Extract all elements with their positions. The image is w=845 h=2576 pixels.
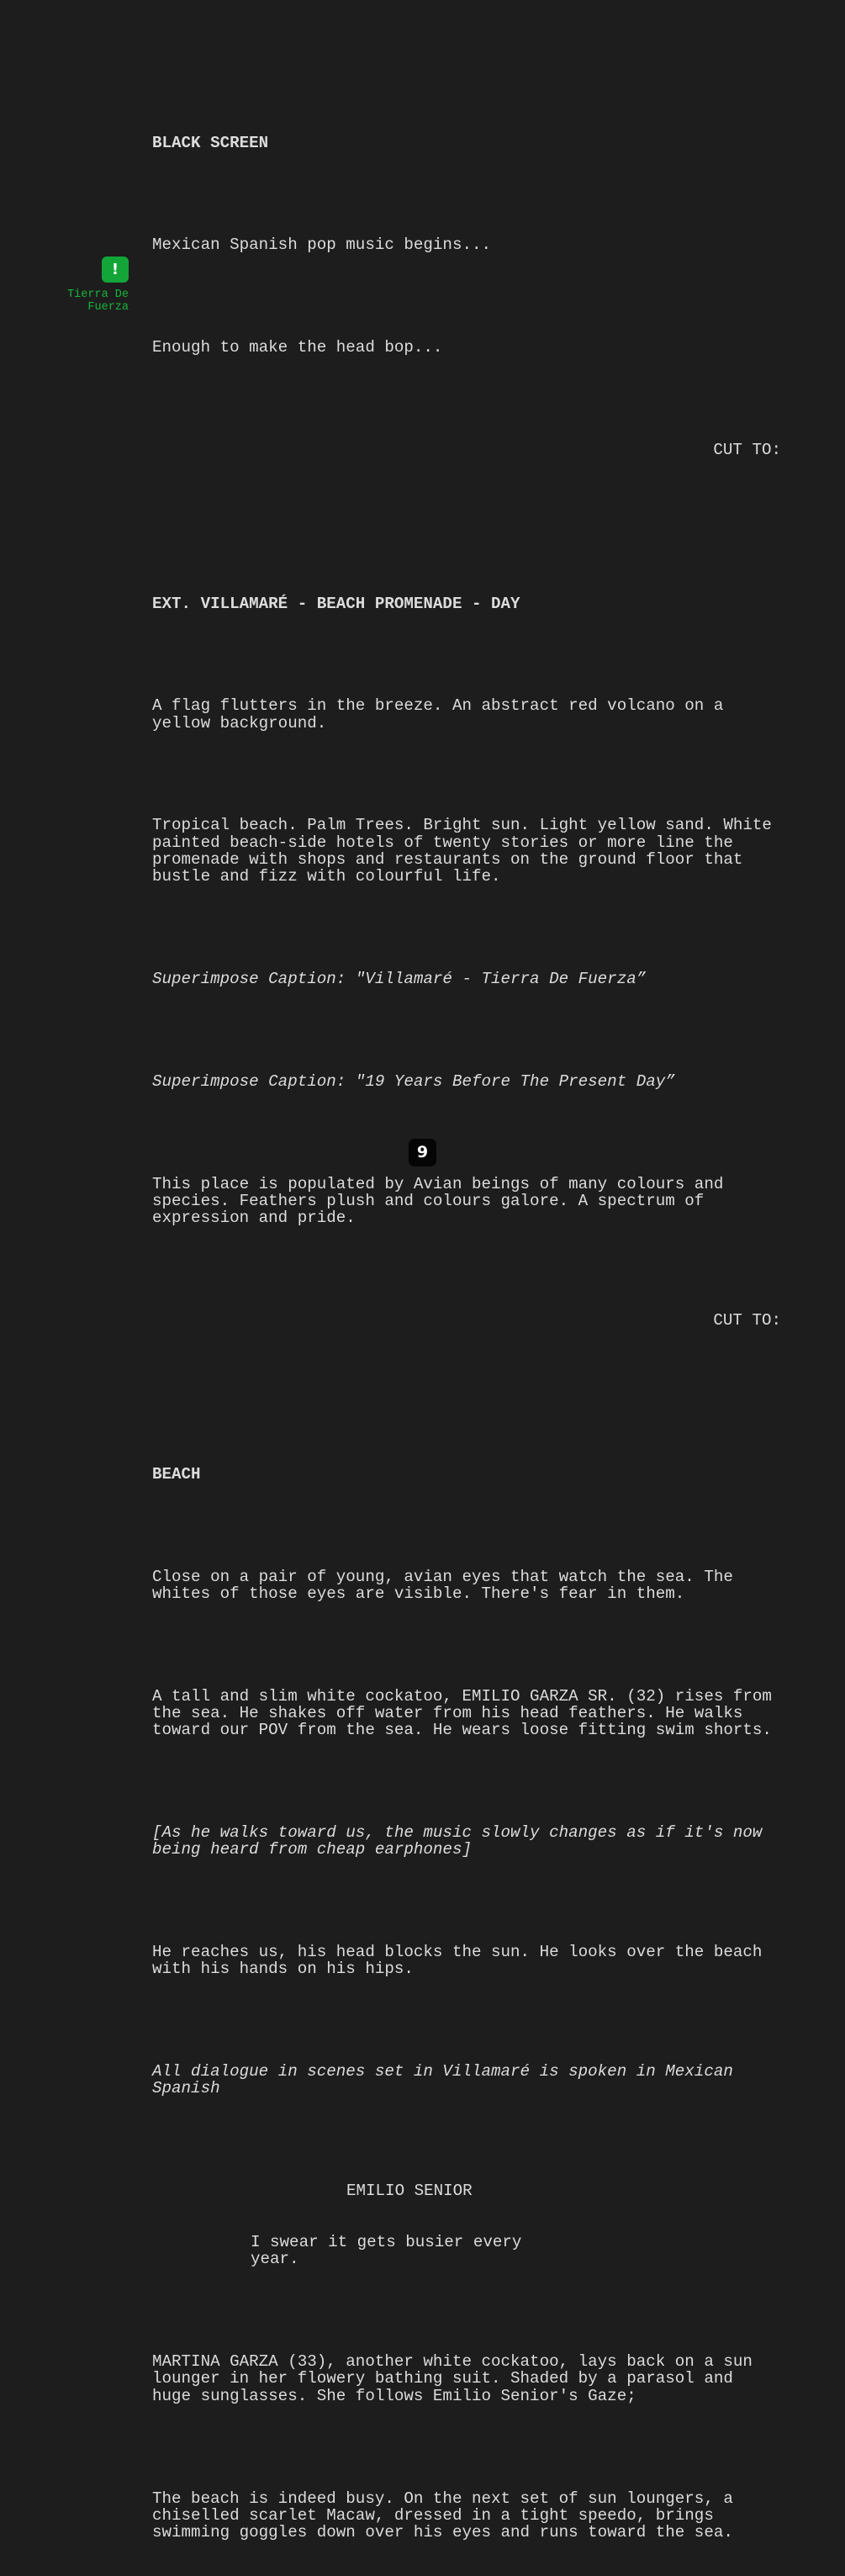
transition-cut-to: CUT TO: xyxy=(713,1311,781,1330)
scene-heading-black-screen: BLACK SCREEN xyxy=(152,133,269,152)
action-line: MARTINA GARZA (33), another white cockatoo, lays back on a sun lounger in her flowery bathing suit. Shaded by a parasol and huge sunglasses. She follows Emilio Senior's Gaze; xyxy=(152,2352,763,2405)
action-line: The beach is indeed busy. On the next set of sun loungers, a chiselled scarlet Macaw, dressed in a tight speedo, brings swimming goggles down over his eyes and runs toward the sea. xyxy=(152,2489,743,2542)
character-name: EMILIO SENIOR xyxy=(346,2182,473,2201)
direction-line: All dialogue in scenes set in Villamaré is spoken in Mexican Spanish xyxy=(152,2062,743,2098)
dialogue-line: I swear it gets busier every year. xyxy=(251,2233,531,2269)
action-line: He reaches us, his head blocks the sun. He looks over the beach with his hands on his hips. xyxy=(152,1943,772,1979)
action-line: This place is populated by Avian beings of many colours and species. Feathers plush and colours galore. A spectrum of expression and pride. xyxy=(152,1174,733,1228)
page-number-badge: 9 xyxy=(409,1139,436,1166)
caption-line: Superimpose Caption: "Villamaré - Tierra De Fuerza” xyxy=(152,970,647,989)
action-line: Mexican Spanish pop music begins... xyxy=(152,235,492,255)
script-note-text: Tierra De Fuerza xyxy=(67,288,129,314)
scene-heading: BEACH xyxy=(152,1464,201,1484)
action-line: A flag flutters in the breeze. An abstract red volcano on a yellow background. xyxy=(152,696,733,733)
direction-line: [As he walks toward us, the music slowly changes as if it's now being heard from cheap earphones] xyxy=(152,1822,772,1859)
action-line: Tropical beach. Palm Trees. Bright sun. Light yellow sand. White painted beach-side hotels of twenty stories or more line the promenade with shops and restaurants on the ground floor that bustle and fizz with colourful life. xyxy=(152,816,782,886)
scene-heading: EXT. VILLAMARÉ - BEACH PROMENADE - DAY xyxy=(152,594,520,613)
action-line: Close on a pair of young, avian eyes that watch the sea. The whites of those eyes are visible. There's fear in them. xyxy=(152,1567,743,1603)
action-line: A tall and slim white cockatoo, EMILIO GARZA SR. (32) rises from the sea. He shakes off water from his head feathers. He walks toward our POV from the sea. He wears loose fitting swim shorts. xyxy=(152,1686,782,1740)
action-line: Enough to make the head bop... xyxy=(152,338,443,357)
caption-line: Superimpose Caption: "19 Years Before The Present Day” xyxy=(152,1071,675,1091)
script-note-icon[interactable]: ! xyxy=(102,257,129,283)
screenplay-body xyxy=(152,100,781,2575)
transition-cut-to: CUT TO: xyxy=(713,440,781,459)
